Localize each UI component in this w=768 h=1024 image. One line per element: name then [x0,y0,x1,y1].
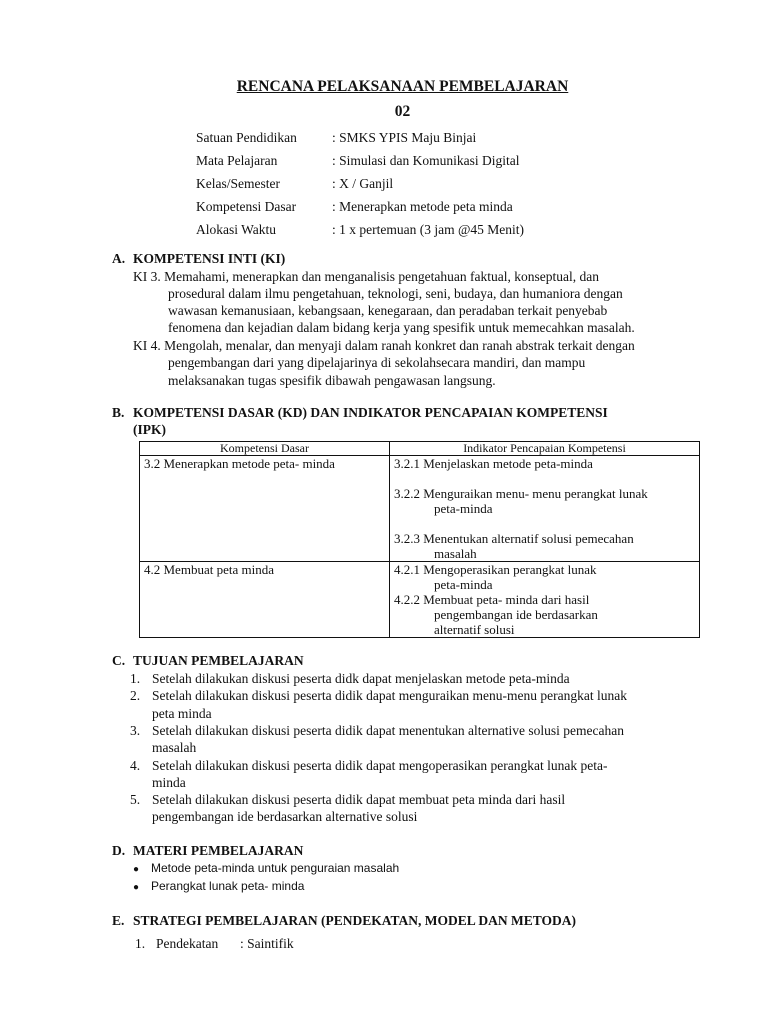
identity-label: Alokasi Waktu [196,222,277,237]
ipk-item: 4.2.2 Membuat peta- minda dari hasil [394,592,590,607]
section-e-title: STRATEGI PEMBELAJARAN (PENDEKATAN, MODEL DAN METODA) [133,913,577,928]
ki3-line: fenomena dan kejadian dalam bidang kerja yang spesifik untuk memecahkan masalah. [168,320,635,335]
section-b-title-cont: (IPK) [133,422,166,437]
kd-text: 4.2 Membuat peta minda [144,562,274,577]
kd-ipk-table [139,441,700,638]
list-item: Perangkat lunak peta- minda [151,879,305,893]
table-row [140,456,700,562]
list-item-cont: pengembangan ide berdasarkan alternative solusi [152,809,418,824]
list-number: 5. [130,792,141,807]
bullet-icon: ● [133,864,140,875]
ki4-line: KI 4. Mengolah, menalar, dan menyaji dalam ranah konkret dan ranah abstrak terkait dengan [133,338,635,353]
ipk-item-cont: alternatif solusi [434,622,515,637]
kd-cell [140,562,390,638]
identity-label: Satuan Pendidikan [196,130,297,145]
ipk-item-cont: pengembangan ide berdasarkan [434,607,598,622]
identity-value: : Menerapkan metode peta minda [332,199,513,214]
list-item: Metode peta-minda untuk penguraian masalah [151,861,400,875]
section-a-letter: A. [112,251,126,266]
document-title: RENCANA PELAKSANAAN PEMBELAJARAN [236,78,569,95]
identity-label: Kompetensi Dasar [196,199,297,214]
list-number: 4. [130,758,141,773]
list-number: 1. [135,936,146,951]
ki3-line: KI 3. Memahami, menerapkan dan menganalisis pengetahuan faktual, konseptual, dan [133,269,599,284]
bullet-icon: ● [133,882,140,893]
identity-label: Kelas/Semester [196,176,280,191]
list-item-cont: peta minda [152,706,212,721]
identity-label: Mata Pelajaran [196,153,278,168]
identity-value: : SMKS YPIS Maju Binjai [332,130,477,145]
list-item: Setelah dilakukan diskusi peserta didik dapat mengoperasikan perangkat lunak peta- [152,758,608,773]
list-number: 3. [130,723,141,738]
ipk-item: 3.2.1 Menjelaskan metode peta-minda [394,456,593,471]
list-item-cont: masalah [152,740,197,755]
ipk-item: 4.2.1 Mengoperasikan perangkat lunak [394,562,597,577]
identity-value: : Simulasi dan Komunikasi Digital [332,153,520,168]
document-number: 02 [394,103,411,120]
section-d-title: MATERI PEMBELAJARAN [133,843,304,858]
ki4-line: pengembangan dari yang dipelajarinya di sekolahsecara mandiri, dan mampu [168,355,586,370]
list-item: Setelah dilakukan diskusi peserta didk dapat menjelaskan metode peta-minda [152,671,570,686]
ipk-item-cont: masalah [434,546,477,561]
ipk-item-cont: peta-minda [434,577,493,592]
identity-value: : X / Ganjil [332,176,394,191]
ipk-item: 3.2.3 Menentukan alternatif solusi pemecahan [394,531,634,546]
section-b-title: KOMPETENSI DASAR (KD) DAN INDIKATOR PENCAPAIAN KOMPETENSI [133,405,608,420]
ki3-line: wawasan kemanusiaan, kebangsaan, kenegaraan, dan peradaban terkait penyebab [168,303,608,318]
list-item: Setelah dilakukan diskusi peserta didik dapat menentukan alternative solusi pemecahan [152,723,624,738]
section-e-letter: E. [112,913,125,928]
section-c-title: TUJUAN PEMBELAJARAN [133,653,304,668]
section-d-letter: D. [112,843,126,858]
ipk-item-cont: peta-minda [434,501,493,516]
list-item-cont: minda [152,775,186,790]
list-item: Setelah dilakukan diskusi peserta didik dapat menguraikan menu-menu perangkat lunak [152,688,627,703]
section-c-letter: C. [112,653,126,668]
list-item-value: : Saintifik [240,936,294,951]
table-row [140,562,700,638]
section-a-title: KOMPETENSI INTI (KI) [133,251,286,266]
ipk-cell [390,456,700,562]
ipk-item: 3.2.2 Menguraikan menu- menu perangkat lunak [394,486,648,501]
list-item-label: Pendekatan [156,936,219,951]
list-number: 1. [130,671,141,686]
ki4-line: melaksanakan tugas spesifik dibawah pengawasan langsung. [168,373,496,388]
identity-value: : 1 x pertemuan (3 jam @45 Menit) [332,222,525,237]
col-header-kd: Kompetensi Dasar [140,442,390,456]
col-header-ipk: Indikator Pencapaian Kompetensi [390,442,700,456]
table-header-row [140,442,700,456]
ipk-cell [390,562,700,638]
kd-text: 3.2 Menerapkan metode peta- minda [144,456,335,471]
list-item: Setelah dilakukan diskusi peserta didik dapat membuat peta minda dari hasil [152,792,566,807]
list-number: 2. [130,688,141,703]
kd-cell [140,456,390,562]
ki3-line: prosedural dalam ilmu pengetahuan, teknologi, seni, budaya, dan humaniora dengan [168,286,623,301]
section-b-letter: B. [112,405,125,420]
